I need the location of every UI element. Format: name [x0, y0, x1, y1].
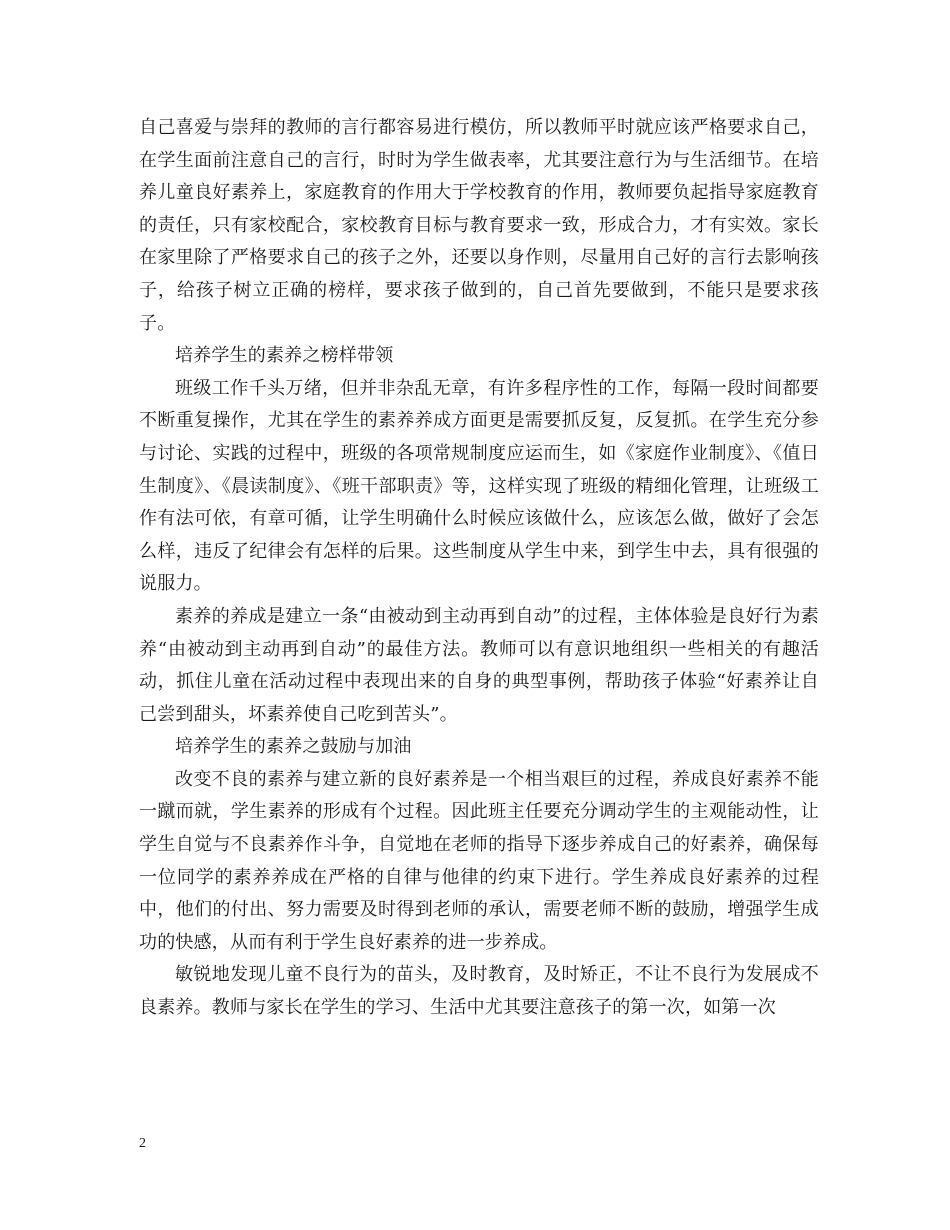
section-heading-role-model: 培养学生的素养之榜样带领	[175, 345, 394, 367]
paragraph-4: 改变不良的素养与建立新的良好素养是一个相当艰巨的过程，养成良好素养不能一蹴而就，学生素养的形成有个过程。因此班主任要充分调动学生的主观能动性，让学生自觉与不良素养作斗争，自觉地在老师的指导下逐步养成自己的好素养，确保每一位同学的素养养成在严格的自律与他律的约束下进行。学生养成良好素养的过程中，他们的付出、努力需要及时得到老师的承认，需要老师不断的鼓励，增强学生成功的快感，从而有利于学生良好素养的进一步养成。	[139, 768, 819, 953]
paragraph-5: 敏锐地发现儿童不良行为的苗头，及时教育，及时矫正，不让不良行为发展成不良素养。教师与家长在学生的学习、生活中尤其要注意孩子的第一次，如第一次	[139, 964, 819, 1019]
page-number: 2	[139, 1136, 146, 1151]
paragraph-1: 自己喜爱与崇拜的教师的言行都容易进行模仿，所以教师平时就应该严格要求自己，在学生面前注意自己的言行，时时为学生做表率，尤其要注意行为与生活细节。在培养儿童良好素养上，家庭教育的作用大于学校教育的作用，教师要负起指导家庭教育的责任，只有家校配合，家校教育目标与教育要求一致，形成合力，才有实效。家长在家里除了严格要求自己的孩子之外，还要以身作则，尽量用自己好的言行去影响孩子，给孩子树立正确的榜样，要求孩子做到的，自己首先要做到，不能只是要求孩子。	[139, 117, 819, 334]
document-body	[139, 112, 819, 1025]
paragraph-3: 素养的养成是建立一条“由被动到主动再到自动”的过程，主体体验是良好行为素养“由被动到主动再到自动”的最佳方法。教师可以有意识地组织一些相关的有趣活动，抓住儿童在活动过程中表现出来的自身的典型事例，帮助孩子体验“好素养让自己尝到甜头，坏素养使自己吃到苦头”。	[139, 605, 819, 725]
section-heading-encouragement: 培养学生的素养之鼓励与加油	[175, 736, 412, 758]
paragraph-2: 班级工作千头万绪，但并非杂乱无章，有许多程序性的工作，每隔一段时间都要不断重复操作，尤其在学生的素养养成方面更是需要抓反复，反复抓。在学生充分参与讨论、实践的过程中，班级的各项常规制度应运而生，如《家庭作业制度》、《值日生制度》、《晨读制度》、《班干部职责》等，这样实现了班级的精细化管理，让班级工作有法可依，有章可循，让学生明确什么时候应该做什么，应该怎么做，做好了会怎么样，违反了纪律会有怎样的后果。这些制度从学生中来，到学生中去，具有很强的说服力。	[139, 377, 819, 595]
